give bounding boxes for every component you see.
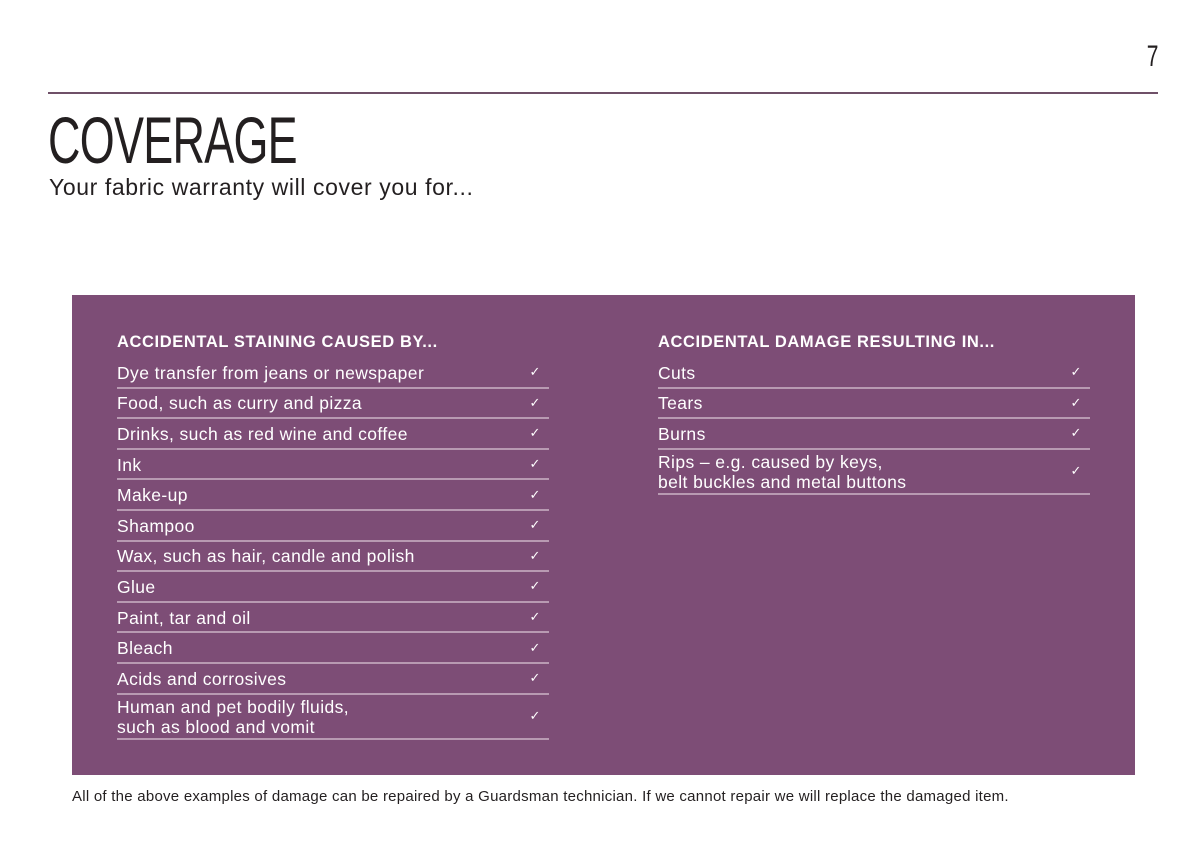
list-item <box>658 358 1090 389</box>
list-item <box>117 511 549 542</box>
list-item <box>117 633 549 664</box>
list-item <box>117 664 549 695</box>
checkmark-icon: ✓ <box>529 548 541 564</box>
page-number: 7 <box>1147 40 1158 73</box>
damage-column <box>658 331 1090 495</box>
list-item-label: Dye transfer from jeans or newspaper <box>117 362 425 383</box>
page-title: COVERAGE <box>48 103 297 177</box>
page-subtitle: Your fabric warranty will cover you for... <box>49 174 474 200</box>
list-item-label: Burns <box>658 423 706 444</box>
list-item-label: Food, such as curry and pizza <box>117 393 363 414</box>
list-item-label: Ink <box>117 454 142 475</box>
checkmark-icon: ✓ <box>529 518 541 534</box>
footnote: All of the above examples of damage can be repaired by a Guardsman technician. If we cannot repair we will replace the damaged item. <box>72 788 1009 805</box>
list-item <box>117 572 549 603</box>
checkmark-icon: ✓ <box>1070 464 1082 480</box>
list-item <box>117 450 549 481</box>
list-item <box>658 389 1090 420</box>
list-item-label: Bleach <box>117 638 173 659</box>
list-item <box>658 450 1090 495</box>
checkmark-icon: ✓ <box>1070 365 1082 381</box>
list-item <box>117 389 549 420</box>
checkmark-icon: ✓ <box>529 457 541 473</box>
list-item <box>117 603 549 634</box>
list-item <box>117 419 549 450</box>
list-item-label: Glue <box>117 576 156 597</box>
checkmark-icon: ✓ <box>1070 426 1082 442</box>
checkmark-icon: ✓ <box>529 426 541 442</box>
checkmark-icon: ✓ <box>529 487 541 503</box>
list-item-label: Acids and corrosives <box>117 668 287 689</box>
staining-column <box>117 331 549 740</box>
header-divider <box>48 92 1158 94</box>
checkmark-icon: ✓ <box>529 610 541 626</box>
coverage-panel <box>72 295 1135 775</box>
staining-heading: ACCIDENTAL STAINING CAUSED BY... <box>117 333 438 351</box>
list-item <box>117 695 549 740</box>
damage-heading: ACCIDENTAL DAMAGE RESULTING IN... <box>658 333 995 351</box>
checkmark-icon: ✓ <box>529 640 541 656</box>
list-item-label: Make-up <box>117 485 188 506</box>
list-item <box>117 358 549 389</box>
checkmark-icon: ✓ <box>529 579 541 595</box>
list-item-label: Paint, tar and oil <box>117 607 251 628</box>
list-item-label: Tears <box>658 393 703 414</box>
checkmark-icon: ✓ <box>529 709 541 725</box>
list-item-label: Wax, such as hair, candle and polish <box>117 546 415 567</box>
list-item-label: Rips – e.g. caused by keys, belt buckles and metal buttons <box>658 451 907 492</box>
checkmark-icon: ✓ <box>529 671 541 687</box>
checkmark-icon: ✓ <box>529 395 541 411</box>
list-item <box>117 480 549 511</box>
checkmark-icon: ✓ <box>1070 395 1082 411</box>
list-item-label: Human and pet bodily fluids, such as blood and vomit <box>117 696 350 737</box>
staining-list <box>117 358 549 740</box>
list-item-label: Cuts <box>658 362 696 383</box>
checkmark-icon: ✓ <box>529 365 541 381</box>
list-item-label: Shampoo <box>117 515 195 536</box>
list-item <box>658 419 1090 450</box>
damage-list <box>658 358 1090 495</box>
list-item <box>117 542 549 573</box>
list-item-label: Drinks, such as red wine and coffee <box>117 423 408 444</box>
